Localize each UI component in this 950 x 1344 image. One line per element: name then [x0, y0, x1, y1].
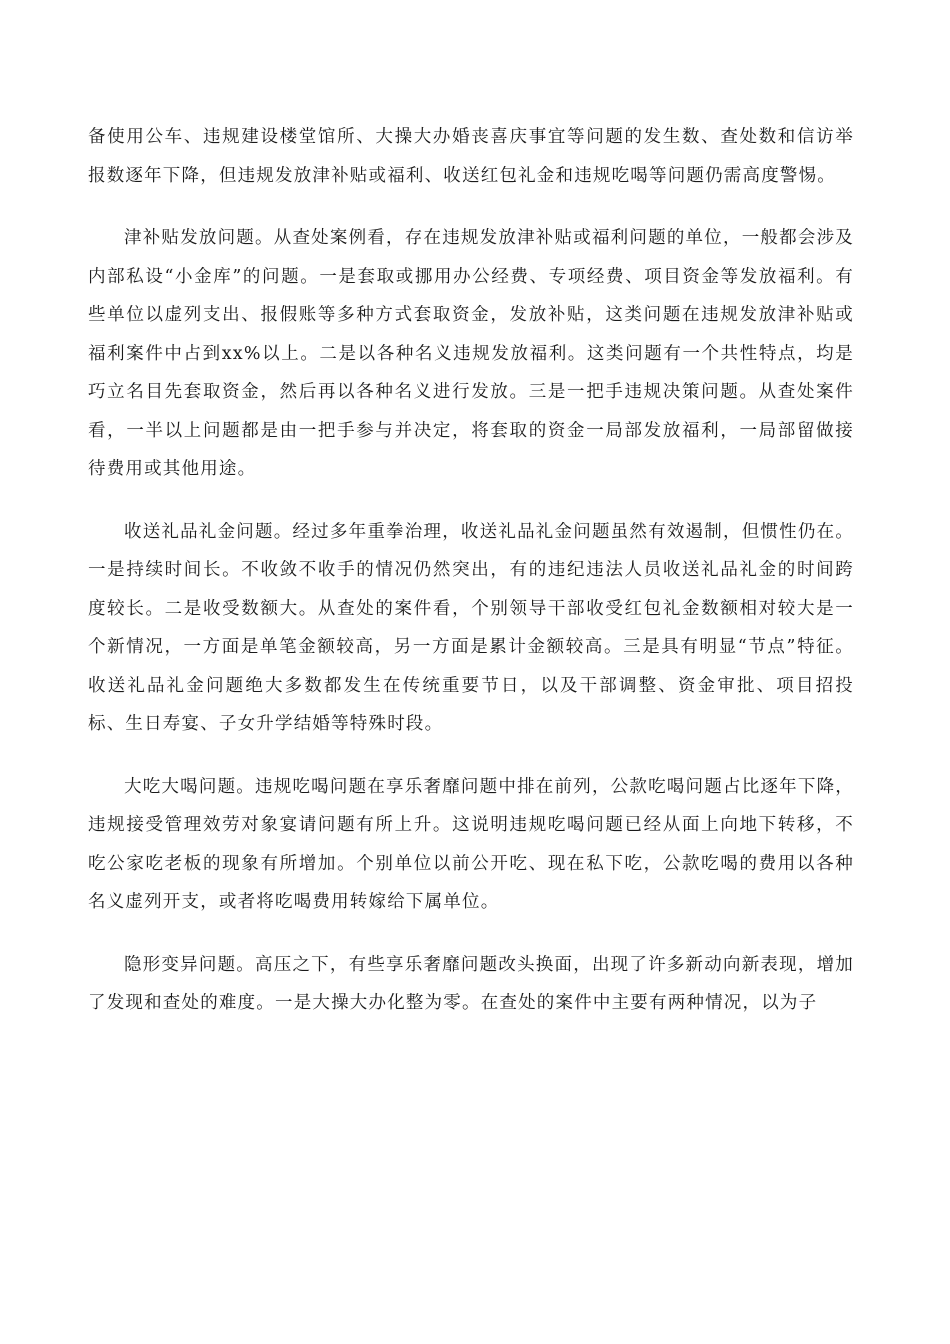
- paragraph-continuation: 备使用公车、违规建设楼堂馆所、大操大办婚丧喜庆事宜等问题的发生数、查处数和信访举报数逐年下降，但违规发放津补贴或福利、收送红包礼金和违规吃喝等问题仍需高度警惕。: [88, 127, 854, 186]
- document-page: [88, 118, 854, 1023]
- paragraph-gift-money-issues: 收送礼品礼金问题。经过多年重拳治理，收送礼品礼金问题虽然有效遏制，但惯性仍在。一是持续时间长。不收敛不收手的情况仍然突出，有的违纪违法人员收送礼品礼金的时间跨度较长。二是收受数额大。从查处的案件看，个别领导干部收受红包礼金数额相对较大是一个新情况，一方面是单笔金额较高，另一方面是累计金额较高。三是具有明显“节点”特征。收送礼品礼金问题绝大多数都发生在传统重要节日，以及干部调整、资金审批、项目招投标、生日寿宴、子女升学结婚等特殊时段。: [88, 521, 854, 734]
- paragraph-allowance-issues: 津补贴发放问题。从查处案例看，存在违规发放津补贴或福利问题的单位，一般都会涉及内部私设“小金库”的问题。一是套取或挪用办公经费、专项经费、项目资金等发放福利。有些单位以虚列支出、报假账等多种方式套取资金，发放补贴，这类问题在违规发放津补贴或福利案件中占到xx%以上。二是以各种名义违规发放福利。这类问题有一个共性特点，均是巧立名目先套取资金，然后再以各种名义进行发放。三是一把手违规决策问题。从查处案件看，一半以上问题都是由一把手参与并决定，将套取的资金一局部发放福利，一局部留做接待费用或其他用途。: [88, 228, 854, 479]
- paragraph-dining-issues: 大吃大喝问题。违规吃喝问题在享乐奢靡问题中排在前列，公款吃喝问题占比逐年下降，违规接受管理效劳对象宴请问题有所上升。这说明违规吃喝问题已经从面上向地下转移，不吃公家吃老板的现象有所增加。个别单位以前公开吃、现在私下吃，公款吃喝的费用以各种名义虚列开支，或者将吃喝费用转嫁给下属单位。: [88, 776, 854, 912]
- paragraph-hidden-variant-issues: 隐形变异问题。高压之下，有些享乐奢靡问题改头换面，出现了许多新动向新表现，增加了发现和查处的难度。一是大操大办化整为零。在查处的案件中主要有两种情况，以为子: [88, 954, 854, 1013]
